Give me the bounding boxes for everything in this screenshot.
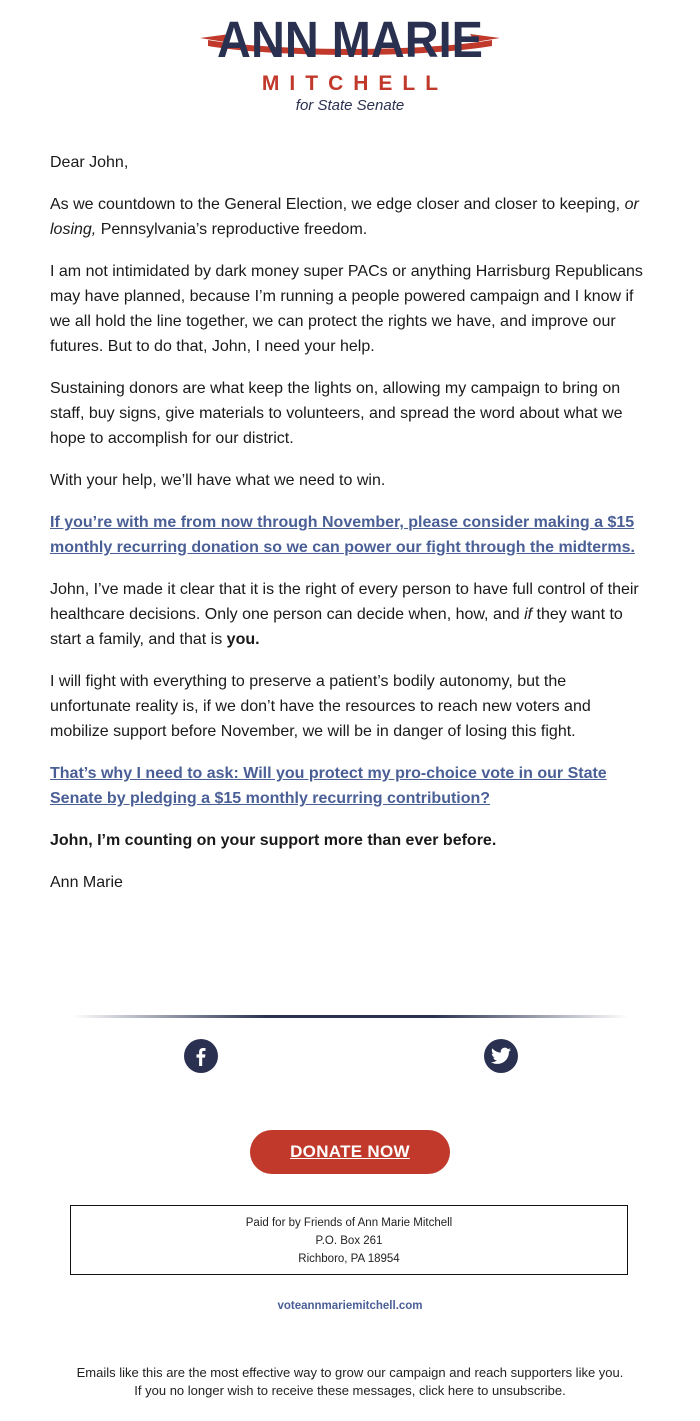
paragraph-4: With your help, we’ll have what we need to win.	[50, 472, 386, 489]
paragraph-1: As we countdown to the General Election, we edge closer and closer to keeping, or losing, Pennsylvania’s reproductive freedom.	[50, 196, 639, 238]
section-divider	[72, 1015, 628, 1018]
letter-body	[50, 150, 650, 912]
donation-link-1[interactable]: If you’re with me from now through November, please consider making a $15 monthly recurring donation so we can power our fight through the midterms.	[50, 514, 635, 556]
paid-for-disclaimer	[70, 1205, 628, 1275]
facebook-icon[interactable]	[184, 1039, 218, 1073]
donation-link-2[interactable]: That’s why I need to ask: Will you protect my pro-choice vote in our State Senate by pledging a $15 monthly recurring contribution?	[50, 765, 607, 807]
footer-line-1: Emails like this are the most effective way to grow our campaign and reach supporters like you.	[76, 1365, 624, 1380]
disclaimer-line-2: P.O. Box 261	[315, 1235, 383, 1247]
greeting: Dear John,	[50, 154, 129, 171]
campaign-tagline: for State Senate	[295, 97, 405, 114]
unsubscribe-link[interactable]: If you no longer wish to receive these messages, click here to unsubscribe.	[134, 1383, 566, 1398]
closing-line: John, I’m counting on your support more than ever before.	[50, 832, 497, 849]
signature: Ann Marie	[50, 874, 123, 891]
paragraph-6: I will fight with everything to preserve a patient’s bodily autonomy, but the unfortunate reality is, if we don’t have the resources to reach new voters and mobilize support before November, we will be in danger of losing this fight.	[50, 673, 591, 740]
disclaimer-line-1: Paid for by Friends of Ann Marie Mitchell	[245, 1217, 453, 1229]
website-link[interactable]: voteannmariemitchell.com	[277, 1300, 423, 1312]
candidate-first-name: ANN MARIE	[217, 11, 483, 68]
candidate-surname: MITCHELL	[261, 72, 449, 95]
disclaimer-line-3: Richboro, PA 18954	[298, 1253, 400, 1265]
donation-link-paragraph-1	[50, 510, 650, 560]
footer-text	[0, 1364, 700, 1400]
paragraph-2: I am not intimidated by dark money super PACs or anything Harrisburg Republicans may have planned, because I’m running a people powered campaign and I know if we all hold the line together, we can protect the rights we have, and improve our futures. But to do that, John, I need your help.	[50, 263, 643, 355]
campaign-logo	[0, 0, 700, 130]
donate-now-button[interactable]: DONATE NOW	[250, 1130, 450, 1174]
paragraph-3: Sustaining donors are what keep the lights on, allowing my campaign to bring on staff, buy signs, give materials to volunteers, and spread the word about what we hope to accomplish for our district.	[50, 380, 623, 447]
donation-link-paragraph-2	[50, 761, 650, 811]
twitter-icon[interactable]	[484, 1039, 518, 1073]
paragraph-5: John, I’ve made it clear that it is the right of every person to have full control of their healthcare decisions. Only one person can decide when, how, and if they want to start a family, and that is you.	[50, 581, 639, 648]
